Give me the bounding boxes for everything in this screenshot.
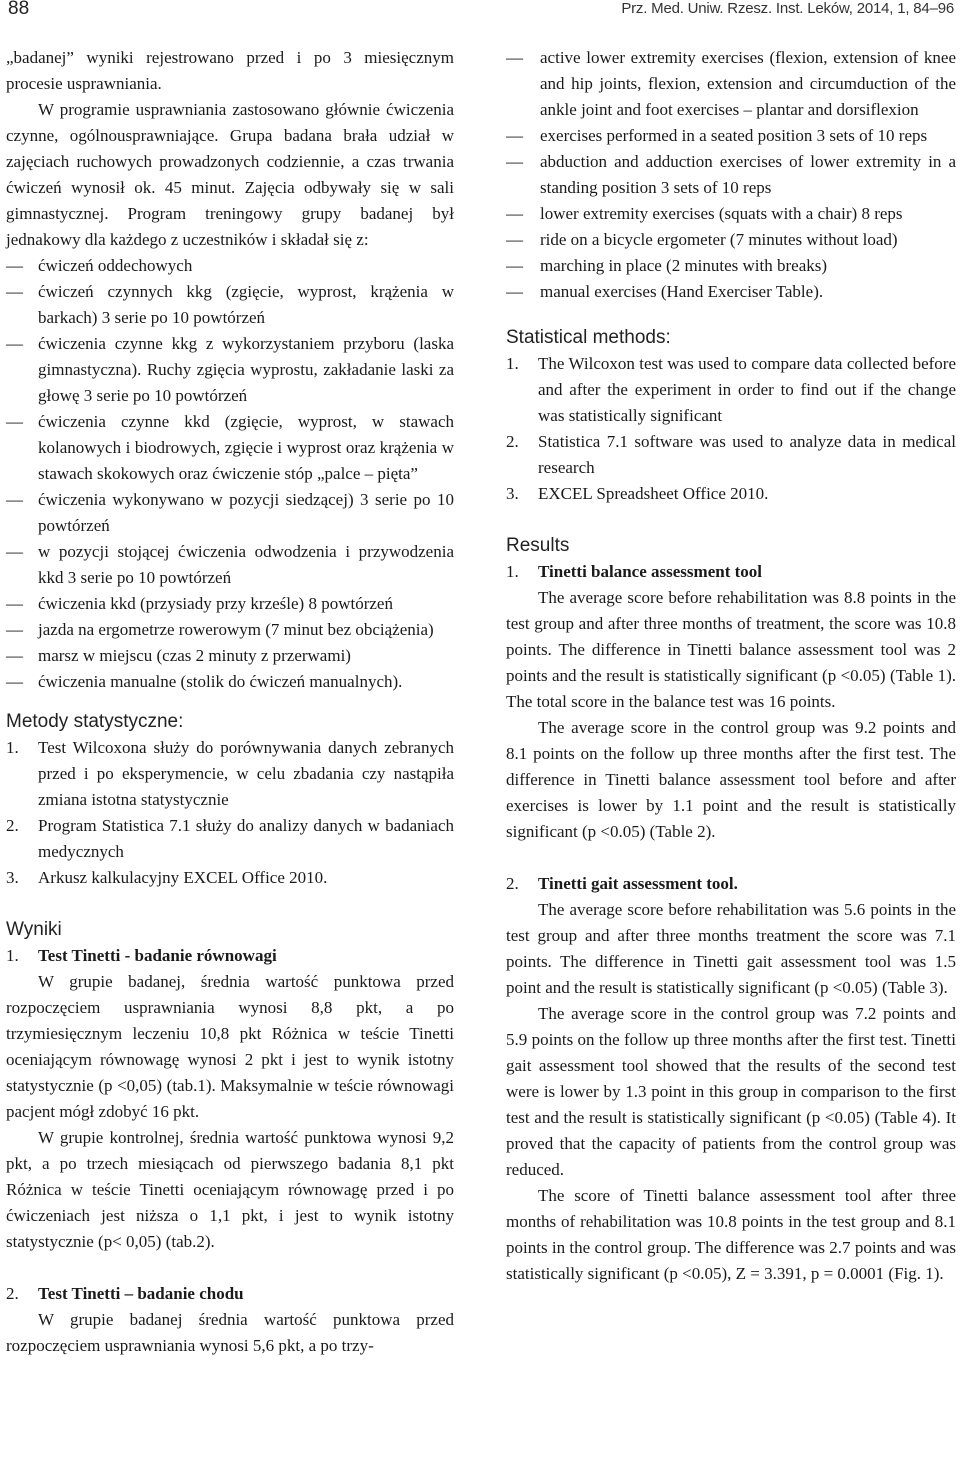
list-item: 1. Test Wilcoxona służy do porównywania danych zebranych przed i po eksperymencie, w celu zbadania czy nastąpiła zmiana istotna statystycznie [6,738,454,809]
list-item: — ćwiczenia kkd (przysiady przy krześle) 8 powtórzeń [6,591,454,617]
subsection-title-balance-en: 1. Tinetti balance assessment tool [506,562,762,581]
list-item: — ride on a bicycle ergometer (7 minutes without load) [506,227,956,253]
subsection-title-gait: 2. Test Tinetti – badanie chodu [6,1284,244,1303]
list-item: — ćwiczeń czynnych kkg (zgięcie, wyprost, krążenia w barkach) 3 serie po 10 powtórzeń [6,279,454,331]
dash-marker [6,279,32,305]
dash-marker [506,45,532,71]
gait-paragraph-2-en: The average score in the control group was 7.2 points and 5.9 points on the follow up three months after the first test. Tinetti gait assessment tool showed that the results of the second test were is lower by 1.3 point in this group in comparison to the first test and the result is statistically significant (p <0.05) (Table 4). It proved that the capacity of patients from the control group was reduced. [506,1004,956,1179]
list-item: — ćwiczenia czynne kkd (zgięcie, wyprost, w stawach kolanowych i biodrowych, zgięcie i wyprost oraz krążenia w stawach skokowych oraz ćwiczenie stóp „palce – pięta” [6,409,454,487]
dash-marker [6,331,32,357]
dash-marker [506,253,532,279]
subsection-title-balance: 1. Test Tinetti - badanie równowagi [6,946,277,965]
dash-marker [506,149,532,175]
list-item: — active lower extremity exercises (flexion, extension of knee and hip joints, flexion, extension and circumduction of the ankle joint and foot exercises – plantar and dorsiflexion [506,45,956,123]
list-item: — abduction and adduction exercises of lower extremity in a standing position 3 sets of 10 reps [506,149,956,201]
list-item: — manual exercises (Hand Exerciser Table). [506,279,956,305]
intro-paragraph-1: „badanej” wyniki rejestrowano przed i po 3 miesięcznym procesie usprawniania. [6,48,454,93]
dash-marker [506,123,532,149]
list-item: — ćwiczenia wykonywano w pozycji siedzącej) 3 serie po 10 powtórzeń [6,487,454,539]
dash-marker [6,487,32,513]
balance-paragraph-1-en: The average score before rehabilitation was 8.8 points in the test group and after three months of treatment, the score was 10.8 points. The difference in Tinetti balance assessment tool was 2 points and the result is statistically significant (p <0.05) (Table 1). The total score in the balance test was 16 points. [506,588,956,711]
journal-citation: Prz. Med. Uniw. Rzesz. Inst. Leków, 2014, 1, 84–96 [621,0,954,17]
methods-list-en [506,351,956,507]
results-heading-en: Results [506,535,570,556]
list-item: — ćwiczeń oddechowych [6,253,454,279]
list-item: — ćwiczenia czynne kkg z wykorzystaniem przyboru (laska gimnastyczna). Ruchy zgięcia wyprostu, zakładanie laski za głowę 3 serie po 10 powtórzeń [6,331,454,409]
list-item: 1. The Wilcoxon test was used to compare data collected before and after the experiment in order to find out if the change was statistically significant [506,354,956,425]
list-item: — exercises performed in a seated position 3 sets of 10 reps [506,123,956,149]
dash-marker [6,253,32,279]
balance-paragraph-2: W grupie kontrolnej, średnia wartość punktowa wynosi 9,2 pkt, a po trzech miesiącach od pierwszego badania 8,1 pkt Różnica w teście Tinetti oceniającym równowagę przed i po ćwiczeniach jest niższa o 1,1 pkt, i jest to wynik istotny statystycznie (p< 0,05) (tab.2). [6,1128,454,1251]
dash-marker [506,201,532,227]
list-item: 3. EXCEL Spreadsheet Office 2010. [506,484,769,503]
balance-paragraph-2-en: The average score in the control group was 9.2 points and 8.1 points on the follow up three months after the first test. The difference in Tinetti balance assessment tool before and after exercises is lower by 1.1 point and the result is statistically significant (p <0.05) (Table 2). [506,718,956,841]
balance-paragraph-1: W grupie badanej, średnia wartość punktowa przed rozpoczęciem usprawniania wynosi 8,8 pkt, a po trzymiesięcznym leczeniu 10,8 pkt Różnica w teście Tinetti oceniającym równowagę wynosi 2 pkt i jest to wynik istotny statystycznie (p <0,05) (tab.1). Maksymalnie w teście równowagi pacjent mógł zdobyć 16 pkt. [6,972,454,1121]
list-item: — w pozycji stojącej ćwiczenia odwodzenia i przywodzenia kkd 3 serie po 10 powtórzeń [6,539,454,591]
dash-marker [506,227,532,253]
left-column [6,45,454,1359]
results-heading: Wyniki [6,919,62,940]
exercise-list-en [506,45,956,305]
gait-paragraph-3-en: The score of Tinetti balance assessment tool after three months of rehabilitation was 10.8 points in the test group and 8.1 points in the control group. The difference was 2.7 points and was statistically significant (p <0.05), Z = 3.391, p = 0.0001 (Fig. 1). [506,1186,956,1283]
exercise-list [6,253,454,695]
list-item: 2. Program Statistica 7.1 służy do analizy danych w badaniach medycznych [6,816,454,861]
intro-paragraph-2: W programie usprawniania zastosowano głównie ćwiczenia czynne, ogólnousprawniające. Grupa badana brała udział w zajęciach ruchowych prowadzonych codziennie, a czas trwania ćwiczeń wynosił ok. 45 minut. Zajęcia odbywały się w sali gimnastycznej. Program treningowy grupy badanej był jednakowy dla każdego z uczestników i składał się z: [6,100,454,249]
subsection-title-gait-en: 2. Tinetti gait assessment tool. [506,874,738,893]
list-item: — ćwiczenia manualne (stolik do ćwiczeń manualnych). [6,669,454,695]
list-item: — jazda na ergometrze rowerowym (7 minut bez obciążenia) [6,617,454,643]
gait-paragraph-1-en: The average score before rehabilitation was 5.6 points in the test group and after three months treatment the score was 7.1 points. The difference in Tinetti gait assessment tool was 1.5 point and the result is statistically significant (p <0.05) (Table 3). [506,900,956,997]
dash-marker [6,643,32,669]
gait-paragraph-1: W grupie badanej średnia wartość punktowa przed rozpoczęciem usprawniania wynosi 5,6 pkt, a po trzy- [6,1310,454,1355]
dash-marker [6,539,32,565]
methods-list [6,735,454,891]
dash-marker [506,279,532,305]
page-number: 88 [8,0,30,19]
list-item: — lower extremity exercises (squats with a chair) 8 reps [506,201,956,227]
page-header [0,0,960,24]
list-item: — marsz w miejscu (czas 2 minuty z przerwami) [6,643,454,669]
methods-heading-en: Statistical methods: [506,327,671,348]
dash-marker [6,409,32,435]
list-item: 2. Statistica 7.1 software was used to analyze data in medical research [506,432,956,477]
dash-marker [6,617,32,643]
right-column [506,45,956,1287]
dash-marker [6,669,32,695]
list-item: 3. Arkusz kalkulacyjny EXCEL Office 2010. [6,868,328,887]
methods-heading: Metody statystyczne: [6,711,184,732]
dash-marker [6,591,32,617]
list-item: — marching in place (2 minutes with breaks) [506,253,956,279]
